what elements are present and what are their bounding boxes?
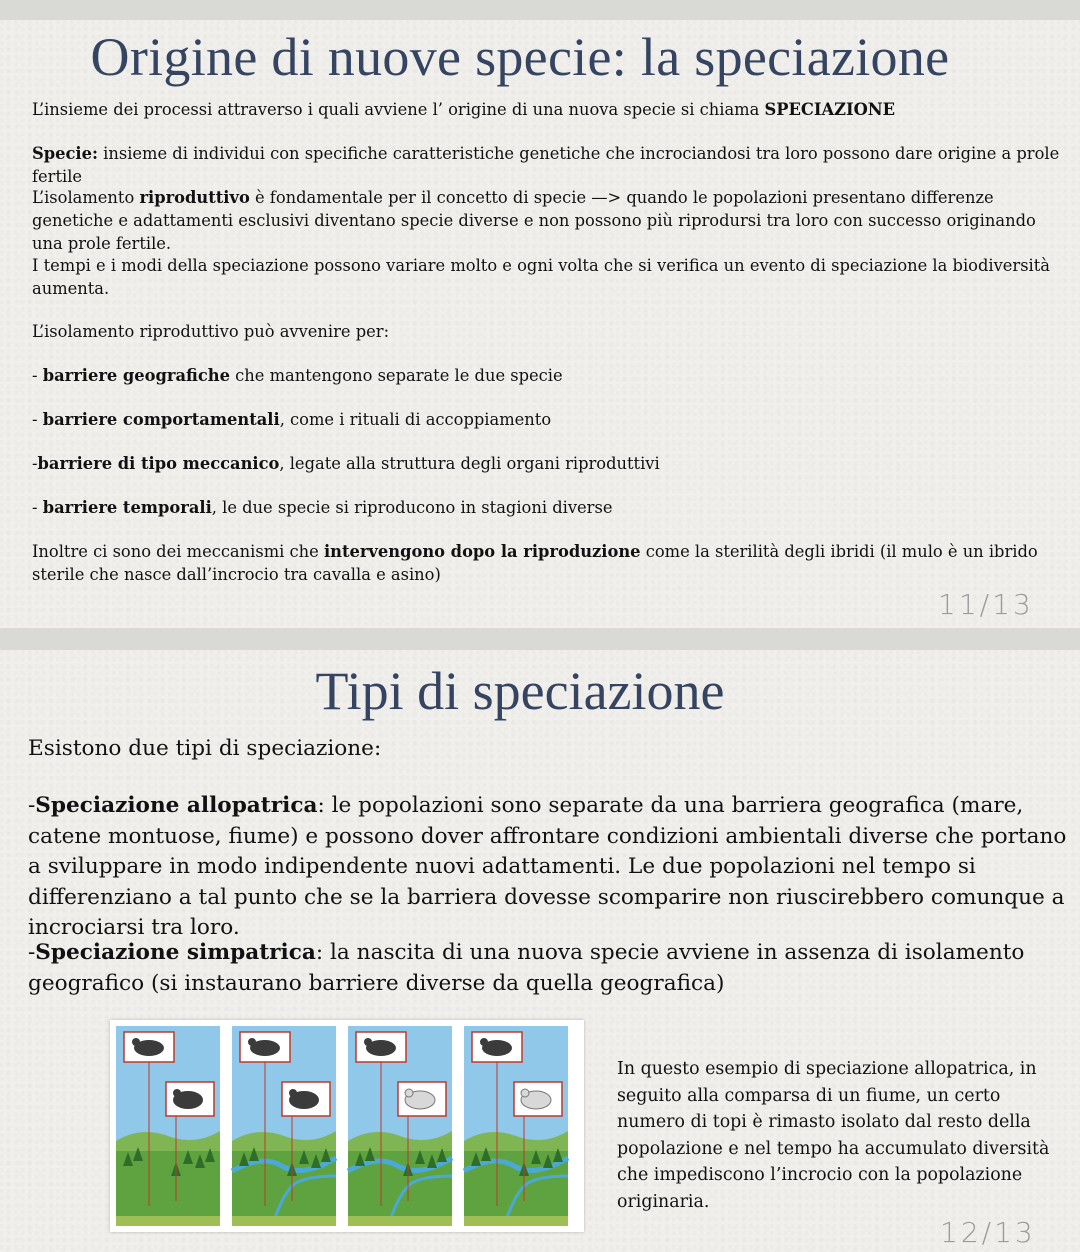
paragraph-simpatrica: -Speciazione simpatrica: la nascita di una nuova specie avviene in assenza di isolamento geografico (si instaurano barriere diverse da quella geografica): [28, 940, 1025, 996]
paragraph-isolamento-intro: L’isolamento riproduttivo può avvenire per:: [32, 322, 390, 341]
slide-title: Origine di nuove specie: la speciazione: [90, 27, 950, 87]
figure-panel-1: [116, 1026, 220, 1226]
ground: [232, 1216, 336, 1226]
list-item-temporali: - barriere temporali, le due specie si riproducono in stagioni diverse: [32, 498, 613, 517]
mouse-ear-icon: [248, 1038, 256, 1046]
paragraph-isolamento: L’isolamento riproduttivo è fondamentale per il concetto di specie —> quando le popolazioni presentano differenze genetiche e adattamenti esclusivi diventano specie diverse e non possono più riprodursi tra loro con successo originando una prole fertile.: [32, 188, 1036, 253]
paragraph-intro: Esistono due tipi di speciazione:: [28, 736, 382, 761]
page-number: 11/13: [938, 588, 1034, 621]
paragraph-allopatrica: -Speciazione allopatrica: le popolazioni sono separate da una barriera geografica (mare, catene montuose, fiume) e possono dover affrontare condizioni ambientali diverse che portano a sviluppare in modo indipendente nuovi adattamenti. Le due popolazioni nel tempo si differenziano a tal punto che se la barriera dovesse scomparire non riuscirebbero comunque a incrociarsi tra loro.: [28, 793, 1067, 940]
ground: [348, 1216, 452, 1226]
paragraph-meccanismi: Inoltre ci sono dei meccanismi che intervengono dopo la riproduzione come la sterilità degli ibridi (il mulo è un ibrido sterile che nasce dall’incrocio tra cavalla e asino): [32, 542, 1038, 584]
ground: [116, 1216, 220, 1226]
list-item-geografiche: - barriere geografiche che mantengono separate le due specie: [32, 366, 563, 385]
figure-illustration: [116, 1026, 578, 1226]
allopatric-speciation-figure: [110, 1020, 584, 1232]
list-item-comportamentali: - barriere comportamentali, come i rituali di accoppiamento: [32, 410, 552, 429]
mouse-ear-icon: [289, 1089, 297, 1097]
ground: [464, 1216, 568, 1226]
slide-12: [0, 650, 1080, 1252]
paragraph-speciazione: L’insieme dei processi attraverso i quali avviene l’ origine di una nuova specie si chiama SPECIAZIONE: [32, 100, 896, 119]
slide-11: [0, 20, 1080, 628]
figure-caption: In questo esempio di speciazione allopatrica, in seguito alla comparsa di un fiume, un certo numero di topi è rimasto isolato dal resto della popolazione e nel tempo ha accumulato diversità che impediscono l’incrocio con la popolazione originaria.: [617, 1059, 1050, 1212]
mouse-ear-icon: [132, 1038, 140, 1046]
figure-panel-2: [232, 1026, 336, 1226]
paragraph-specie: Specie: insieme di individui con specifiche caratteristiche genetiche che incrociandosi tra loro possono dare origine a prole fertile: [32, 144, 1060, 186]
mouse-ear-icon: [521, 1089, 529, 1097]
mouse-ear-icon: [364, 1038, 372, 1046]
figure-panel-4: [464, 1026, 568, 1226]
mouse-ear-icon: [173, 1089, 181, 1097]
paragraph-tempi: I tempi e i modi della speciazione possono variare molto e ogni volta che si verifica un evento di speciazione la biodiversità aumenta.: [32, 256, 1051, 298]
figure-panel-3: [348, 1026, 452, 1226]
page-number: 12/13: [940, 1216, 1036, 1249]
mouse-ear-icon: [480, 1038, 488, 1046]
mouse-ear-icon: [405, 1089, 413, 1097]
list-item-meccanico: -barriere di tipo meccanico, legate alla struttura degli organi riproduttivi: [32, 454, 660, 473]
slide-title: Tipi di speciazione: [315, 661, 725, 721]
